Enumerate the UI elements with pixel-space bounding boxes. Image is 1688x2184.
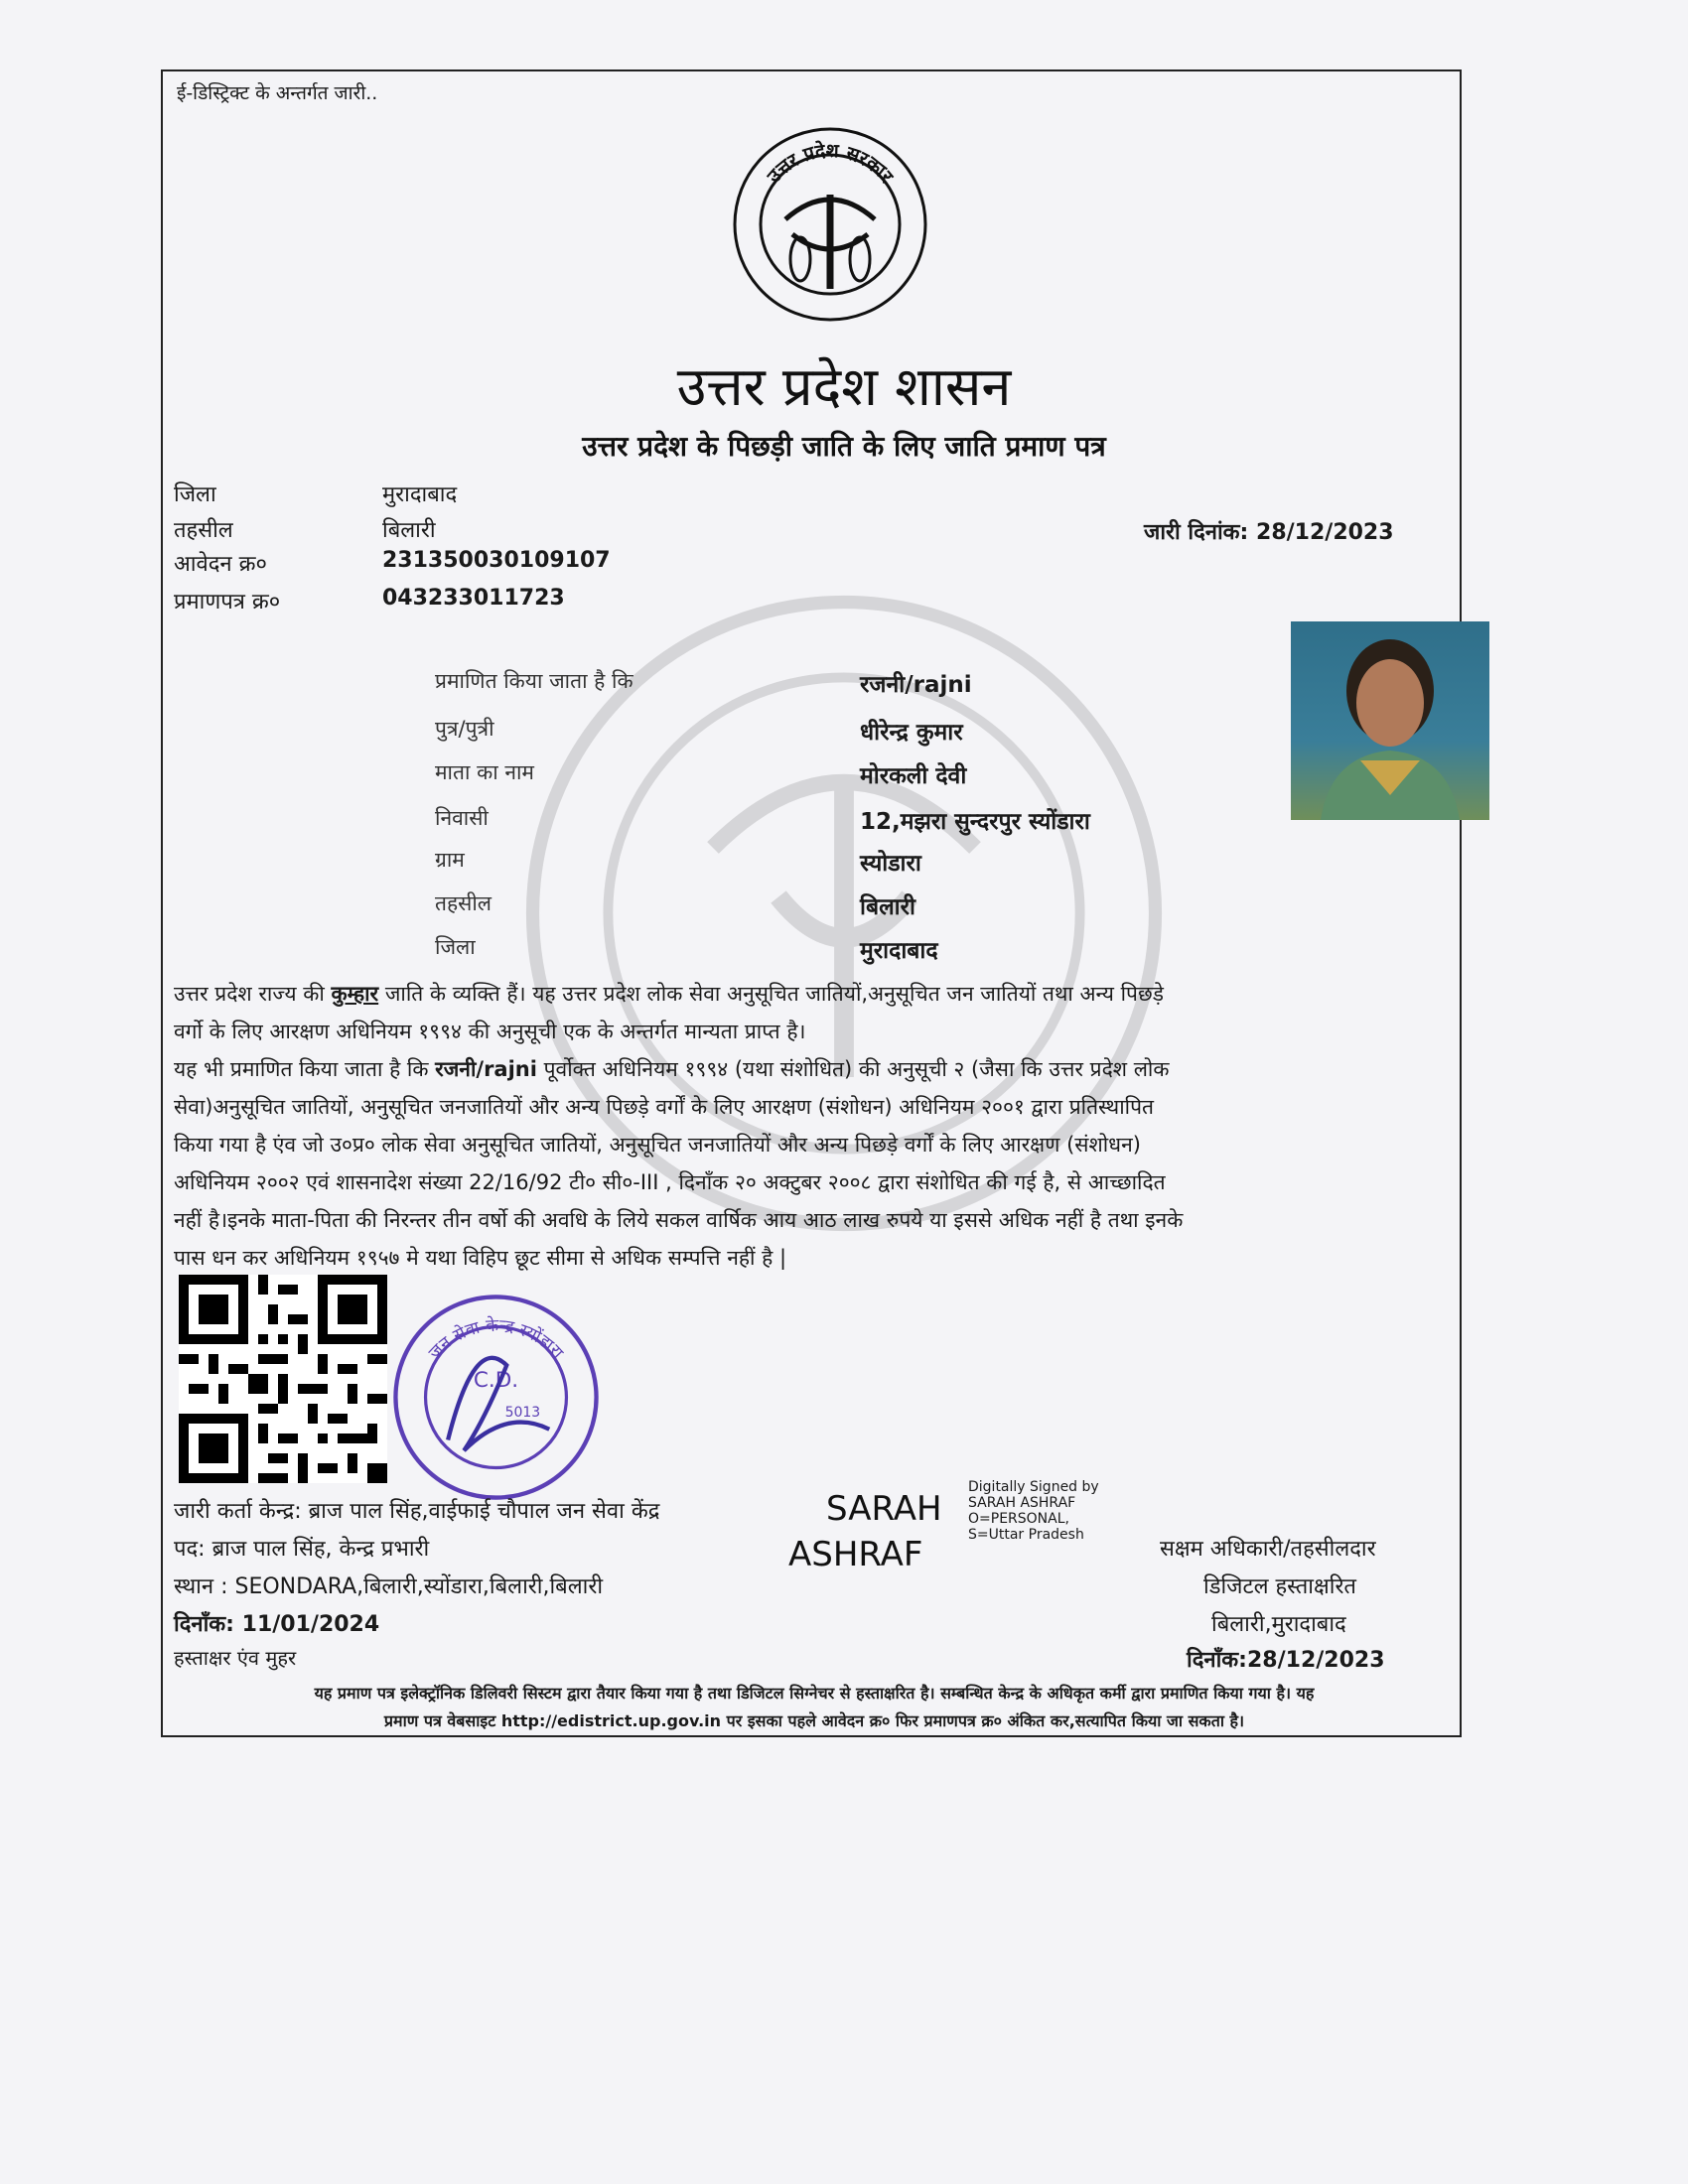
applicant-photo <box>1291 621 1489 820</box>
field-label-parent: पुत्र/पुत्री <box>435 717 494 741</box>
application-label: आवेदन क्र० <box>174 552 267 577</box>
certificate-number: 043233011723 <box>382 586 565 611</box>
field-label-district: जिला <box>435 935 476 959</box>
svg-text:जन सेवा केन्द्र स्योंडारा: जन सेवा केन्द्र स्योंडारा <box>425 1315 568 1364</box>
signer-name-line1: SARAH <box>826 1489 942 1529</box>
footer-note: यह प्रमाण पत्र इलेक्ट्रॉनिक डिलिवरी सिस्टम द्वारा तैयार किया गया है तथा डिजिटल सिग्नेचर से हस्ताक्षरित है। सम्बन्धित केन्द्र के अधिकृत कर्मी द्वारा प्रमाणित किया गया है। यह प्रमाण पत्र वेबसाइट http://edistrict.up.gov.in पर इसका पहले आवेदन क्र० फिर प्रमाणपत्र क्र० अंकित कर,सत्यापित किया जा सकता है। <box>314 1684 1315 1730</box>
tehsil-label: तहसील <box>174 518 233 543</box>
caste-statement: उत्तर प्रदेश राज्य की कुम्हार जाति के व्यक्ति हैं। यह उत्तर प्रदेश लोक सेवा अनुसूचित जातियों,अनुसूचित जन जातियों तथा अन्य पिछड़े वर्गो के लिए आरक्षण अधिनियम १९९४ की अनुसूची एक के अन्तर्गत मान्यता प्राप्त है। <box>174 982 1164 1043</box>
caste-name: कुम्हार <box>331 982 379 1006</box>
field-value-district: मुरादाबाद <box>860 938 938 964</box>
verification-qr-code <box>179 1275 387 1483</box>
application-number: 231350030109107 <box>382 548 611 573</box>
signer-name-line2: ASHRAF <box>788 1535 923 1574</box>
field-value-resident: 12,मझरा सुन्दरपुर स्योंडारा <box>860 809 1090 835</box>
field-value-father: धीरेन्द्र कुमार <box>860 720 963 746</box>
certificate-subtitle: उत्तर प्रदेश के पिछड़ी जाति के लिए जाति प्रमाण पत्र <box>582 430 1106 463</box>
certificate-label: प्रमाणपत्र क्र० <box>174 590 281 614</box>
authority-place: बिलारी,मुरादाबाद <box>1211 1612 1346 1637</box>
field-value-name: रजनी/rajni <box>860 672 972 698</box>
authority-date: दिनाँक:28/12/2023 <box>1187 1648 1385 1673</box>
field-label-mother: माता का नाम <box>435 760 534 784</box>
field-value-village: स्योडारा <box>860 851 921 877</box>
authority-title: सक्षम अधिकारी/तहसीलदार <box>1160 1537 1376 1562</box>
issuer-place: स्थान : SEONDARA,बिलारी,स्योंडारा,बिलारी,बिलारी <box>174 1574 604 1599</box>
svg-text:5013: 5013 <box>504 1404 541 1421</box>
svg-text:उत्तर प्रदेश सरकार: उत्तर प्रदेश सरकार <box>763 139 898 188</box>
field-value-tehsil: बिलारी <box>860 894 916 920</box>
authority-signed: डिजिटल हस्ताक्षरित <box>1203 1574 1356 1599</box>
issue-date: जारी दिनांक: 28/12/2023 <box>1144 520 1394 545</box>
signature-label: हस्ताक्षर एंव मुहर <box>174 1646 297 1670</box>
issuing-center: जारी कर्ता केन्द्र: ब्राज पाल सिंह,वाईफाई चौपाल जन सेवा केंद्र <box>174 1499 660 1524</box>
issuer-post: पद: ब्राज पाल सिंह, केन्द्र प्रभारी <box>174 1537 430 1562</box>
field-label-village: ग्राम <box>435 848 465 872</box>
tehsil-value: बिलारी <box>382 518 436 543</box>
center-stamp <box>389 1291 603 1504</box>
digital-signature-details: Digitally Signed by SARAH ASHRAF O=PERSONAL, S=Uttar Pradesh <box>968 1479 1099 1543</box>
district-label: जिला <box>174 482 216 507</box>
svg-text:C.D.: C.D. <box>473 1367 519 1393</box>
field-label-resident: निवासी <box>435 806 489 830</box>
field-label-tehsil: तहसील <box>435 891 492 915</box>
issuer-date: दिनाँक: 11/01/2024 <box>174 1612 380 1637</box>
page-title: उत्तर प्रदेश शासन <box>676 355 1012 418</box>
header-note: ई-डिस्ट्रिक्ट के अन्तर्गत जारी.. <box>177 82 378 104</box>
field-label-certified: प्रमाणित किया जाता है कि <box>435 669 633 693</box>
up-government-seal <box>731 125 929 324</box>
eligibility-statement: यह भी प्रमाणित किया जाता है कि रजनी/rajni पूर्वोक्त अधिनियम १९९४ (यथा संशोधित) की अनुसूची २ (जैसा कि उत्तर प्रदेश लोक सेवा)अनुसूचित जातियों, अनुसूचित जनजातियों और अन्य पिछड़े वर्गों के लिए आरक्षण (संशोधन) अधिनियम २००१ द्वारा प्रतिस्थापित किया गया है एंव जो उ०प्र० लोक सेवा अनुसूचित जातियों, अनुसूचित जनजातियों और अन्य पिछड़े वर्गों के लिए आरक्षण (संशोधन) अधिनियम २००२ एवं शासनादेश संख्या 22/16/92 टी० सी०-III , दिनाँक २० अक्टुबर २००८ द्वारा संशोधित की गई है, से आच्छादित नहीं है।इनके माता-पिता की निरन्तर तीन वर्षो की अवधि के लिये सकल वार्षिक आय आठ लाख रुपये या इससे अधिक नहीं है तथा इनके पास धन कर अधिनियम १९५७ मे यथा विहिप छूट सीमा से अधिक सम्पत्ति नहीं है | <box>174 1057 1184 1270</box>
field-value-mother: मोरकली देवी <box>860 763 967 789</box>
district-value: मुरादाबाद <box>382 482 458 507</box>
